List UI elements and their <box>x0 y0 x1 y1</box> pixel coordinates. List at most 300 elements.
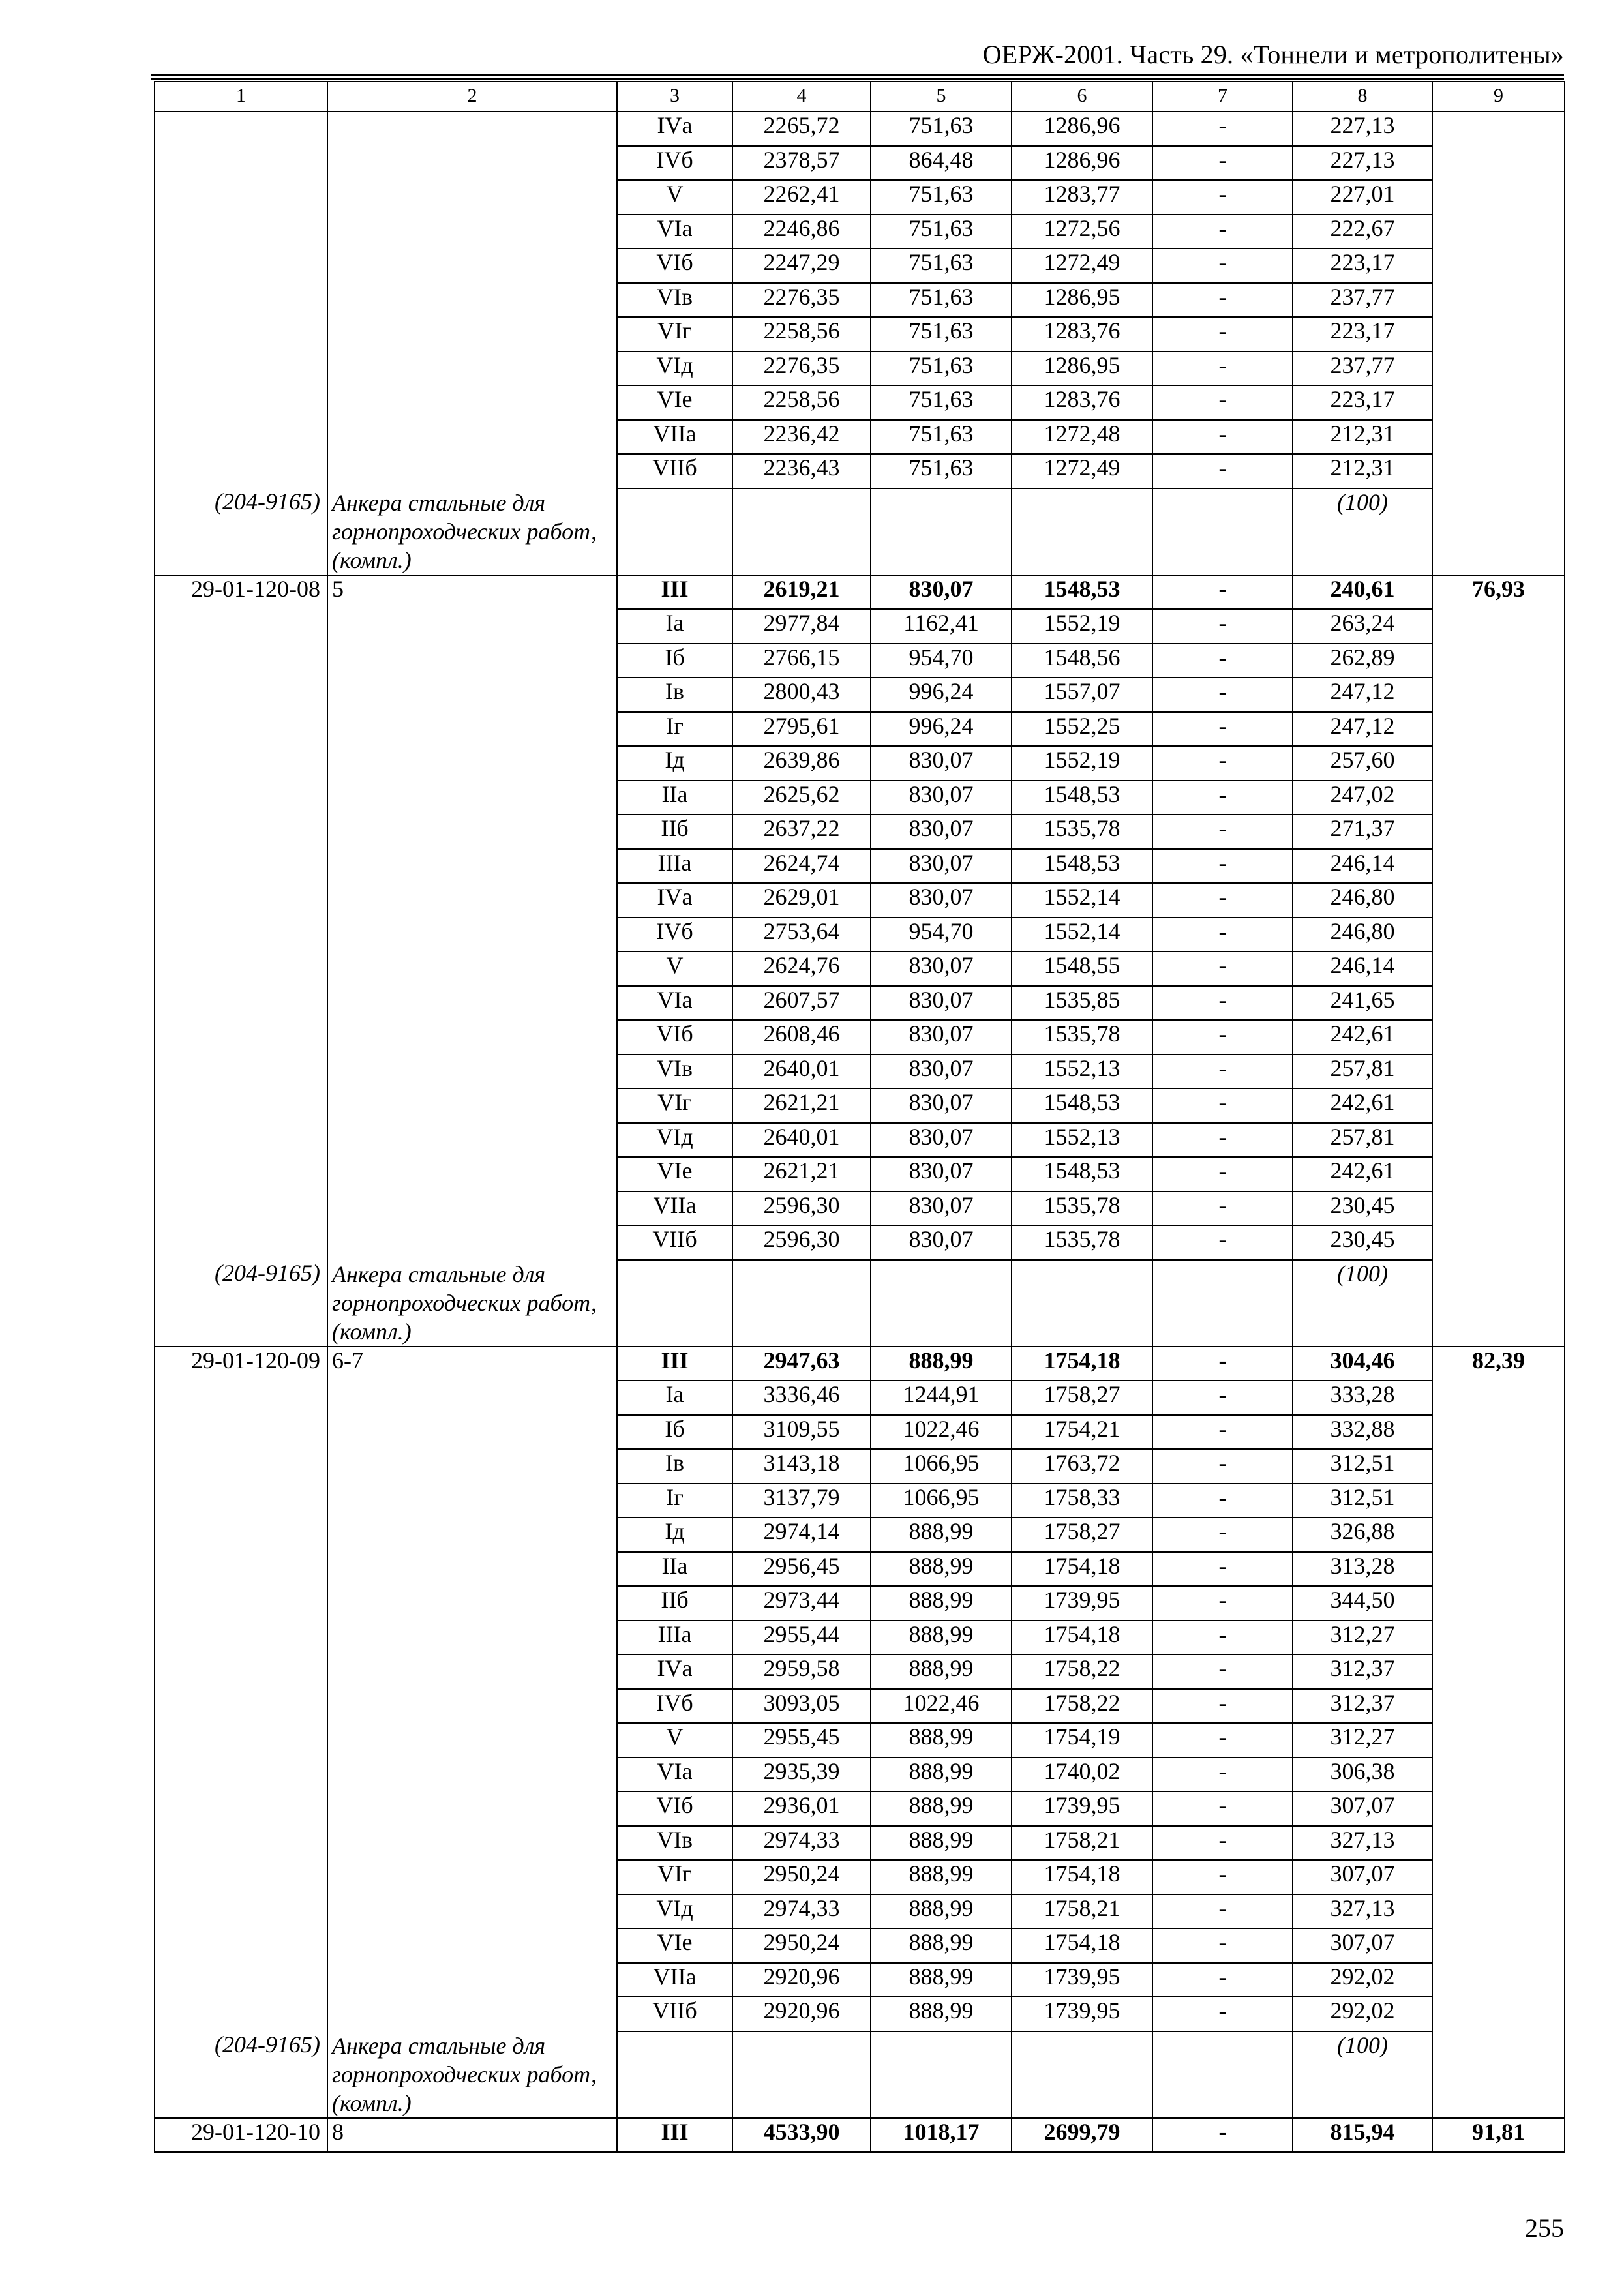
zone-row <box>155 1621 1565 1655</box>
materials-cell: 312,37 <box>1293 1654 1432 1689</box>
machine-cost-cell: 1758,21 <box>1012 1826 1152 1861</box>
materials-cell: 230,45 <box>1293 1191 1432 1226</box>
empty-cell <box>1432 883 1565 918</box>
materials-cell: 246,80 <box>1293 918 1432 952</box>
empty-cell <box>1432 1791 1565 1826</box>
materials-cell: 292,02 <box>1293 1963 1432 1997</box>
zone-cell: VIIб <box>617 1225 732 1260</box>
column-number: 3 <box>617 82 732 112</box>
machine-cost-cell: 1552,14 <box>1012 883 1152 918</box>
direct-cost-cell: 2800,43 <box>732 678 871 712</box>
empty-cell <box>155 918 327 952</box>
machine-cost-cell: 1286,95 <box>1012 352 1152 386</box>
machine-wages-cell: - <box>1152 385 1293 420</box>
wages-cell: 1022,46 <box>871 1415 1012 1450</box>
zone-cell: VIд <box>617 352 732 386</box>
direct-cost-cell: 2596,30 <box>732 1225 871 1260</box>
empty-cell <box>155 1055 327 1089</box>
rate-main-row <box>155 1347 1565 1381</box>
resource-name: Анкера стальные для горнопроходческих работ, (компл.) <box>327 488 617 575</box>
direct-cost-cell: 2977,84 <box>732 609 871 644</box>
zone-cell: VIв <box>617 1055 732 1089</box>
machine-wages-cell: - <box>1152 1055 1293 1089</box>
empty-cell <box>327 1860 617 1894</box>
direct-cost-cell: 2955,44 <box>732 1621 871 1655</box>
zone-cell: IIб <box>617 815 732 849</box>
materials-cell: 307,07 <box>1293 1860 1432 1894</box>
empty-cell <box>1432 1484 1565 1518</box>
direct-cost-cell: 2639,86 <box>732 746 871 781</box>
zone-cell: III <box>617 1347 732 1381</box>
wages-cell: 830,07 <box>871 1055 1012 1089</box>
direct-cost-cell: 3336,46 <box>732 1381 871 1415</box>
empty-cell <box>327 1381 617 1415</box>
empty-cell <box>1432 1552 1565 1587</box>
empty-cell <box>155 1758 327 1792</box>
machine-wages-cell: - <box>1152 1826 1293 1861</box>
machine-cost-cell: 1286,96 <box>1012 112 1152 146</box>
labor-hours-cell: 91,81 <box>1432 2118 1565 2153</box>
direct-cost-cell: 3109,55 <box>732 1415 871 1450</box>
zone-row <box>155 1225 1565 1260</box>
empty-cell <box>1432 1415 1565 1450</box>
wages-cell: 830,07 <box>871 849 1012 884</box>
column-number: 9 <box>1432 82 1565 112</box>
machine-cost-cell: 1283,76 <box>1012 385 1152 420</box>
machine-cost-cell: 1535,85 <box>1012 986 1152 1021</box>
wages-cell: 888,99 <box>871 1860 1012 1894</box>
zone-row <box>155 1654 1565 1689</box>
zone-cell: Iд <box>617 1518 732 1552</box>
empty-cell <box>155 1586 327 1621</box>
materials-cell: 332,88 <box>1293 1415 1432 1450</box>
price-table-body <box>155 82 1565 2152</box>
wages-cell: 888,99 <box>871 1997 1012 2031</box>
empty-cell <box>1432 678 1565 712</box>
empty-cell <box>1432 986 1565 1021</box>
empty-cell <box>155 1123 327 1158</box>
zone-cell: IVб <box>617 918 732 952</box>
machine-cost-cell: 1758,27 <box>1012 1518 1152 1552</box>
empty-cell <box>1432 1860 1565 1894</box>
empty-cell <box>155 609 327 644</box>
empty-cell <box>155 678 327 712</box>
materials-cell: 246,80 <box>1293 883 1432 918</box>
rate-main-row <box>155 575 1565 610</box>
empty-cell <box>327 883 617 918</box>
empty-cell <box>155 712 327 747</box>
rate-code: 29-01-120-08 <box>155 575 327 610</box>
wages-cell: 888,99 <box>871 1347 1012 1381</box>
zone-row <box>155 112 1565 146</box>
empty-cell <box>155 1415 327 1450</box>
page-number: 255 <box>1525 2213 1564 2243</box>
direct-cost-cell: 2236,42 <box>732 420 871 455</box>
empty-cell <box>1432 248 1565 283</box>
machine-wages-cell: - <box>1152 1860 1293 1894</box>
materials-cell: 246,14 <box>1293 951 1432 986</box>
empty-cell <box>327 1621 617 1655</box>
empty-cell <box>871 2031 1012 2118</box>
empty-cell <box>1432 317 1565 352</box>
zone-row <box>155 986 1565 1021</box>
zone-row <box>155 317 1565 352</box>
empty-cell <box>327 385 617 420</box>
empty-cell <box>1432 951 1565 986</box>
materials-cell: 247,12 <box>1293 712 1432 747</box>
empty-cell <box>155 1020 327 1055</box>
zone-row <box>155 146 1565 181</box>
zone-row <box>155 849 1565 884</box>
machine-cost-cell: 1548,53 <box>1012 781 1152 815</box>
empty-cell <box>327 951 617 986</box>
zone-cell: Iа <box>617 609 732 644</box>
materials-cell: 241,65 <box>1293 986 1432 1021</box>
zone-cell: III <box>617 2118 732 2153</box>
rate-code: 29-01-120-09 <box>155 1347 327 1381</box>
machine-cost-cell: 1548,53 <box>1012 1157 1152 1191</box>
zone-cell: VIб <box>617 248 732 283</box>
zone-cell: VIа <box>617 986 732 1021</box>
empty-cell <box>327 1484 617 1518</box>
empty-cell <box>327 1826 617 1861</box>
empty-cell <box>155 1723 327 1758</box>
machine-cost-cell: 1754,18 <box>1012 1347 1152 1381</box>
direct-cost-cell: 4533,90 <box>732 2118 871 2153</box>
zone-cell: Iг <box>617 1484 732 1518</box>
machine-wages-cell: - <box>1152 951 1293 986</box>
machine-cost-cell: 1548,53 <box>1012 1088 1152 1123</box>
machine-wages-cell: - <box>1152 1894 1293 1929</box>
machine-wages-cell: - <box>1152 1415 1293 1450</box>
empty-cell <box>327 180 617 215</box>
direct-cost-cell: 3143,18 <box>732 1449 871 1484</box>
empty-cell <box>327 609 617 644</box>
direct-cost-cell: 2265,72 <box>732 112 871 146</box>
machine-cost-cell: 1286,96 <box>1012 146 1152 181</box>
empty-cell <box>327 1191 617 1226</box>
machine-cost-cell: 1548,55 <box>1012 951 1152 986</box>
materials-cell: 307,07 <box>1293 1791 1432 1826</box>
zone-cell: IIа <box>617 1552 732 1587</box>
wages-cell: 996,24 <box>871 712 1012 747</box>
direct-cost-cell: 2795,61 <box>732 712 871 747</box>
empty-cell <box>155 317 327 352</box>
rate-label: 8 <box>327 2118 617 2153</box>
zone-cell: VIг <box>617 1860 732 1894</box>
wages-cell: 830,07 <box>871 1020 1012 1055</box>
direct-cost-cell: 2236,43 <box>732 454 871 488</box>
wages-cell: 751,63 <box>871 352 1012 386</box>
zone-row <box>155 712 1565 747</box>
machine-cost-cell: 1754,18 <box>1012 1621 1152 1655</box>
zone-row <box>155 1449 1565 1484</box>
empty-cell <box>327 1157 617 1191</box>
zone-row <box>155 1381 1565 1415</box>
empty-cell <box>1012 1260 1152 1347</box>
empty-cell <box>155 1088 327 1123</box>
empty-cell <box>155 986 327 1021</box>
machine-cost-cell: 1535,78 <box>1012 1225 1152 1260</box>
materials-cell: 306,38 <box>1293 1758 1432 1792</box>
empty-cell <box>1432 918 1565 952</box>
machine-cost-cell: 1739,95 <box>1012 1791 1152 1826</box>
direct-cost-cell: 2619,21 <box>732 575 871 610</box>
direct-cost-cell: 2950,24 <box>732 1928 871 1963</box>
empty-cell <box>327 918 617 952</box>
empty-cell <box>1432 1260 1565 1347</box>
wages-cell: 830,07 <box>871 986 1012 1021</box>
direct-cost-cell: 2935,39 <box>732 1758 871 1792</box>
empty-cell <box>1432 1191 1565 1226</box>
empty-cell <box>732 2031 871 2118</box>
materials-cell: 304,46 <box>1293 1347 1432 1381</box>
wages-cell: 751,63 <box>871 420 1012 455</box>
wages-cell: 1066,95 <box>871 1484 1012 1518</box>
machine-wages-cell: - <box>1152 352 1293 386</box>
machine-wages-cell: - <box>1152 1225 1293 1260</box>
empty-cell <box>155 1860 327 1894</box>
empty-cell <box>327 283 617 318</box>
empty-cell <box>155 1552 327 1587</box>
wages-cell: 830,07 <box>871 1191 1012 1226</box>
machine-wages-cell: - <box>1152 248 1293 283</box>
machine-wages-cell: - <box>1152 1654 1293 1689</box>
empty-cell <box>1432 609 1565 644</box>
empty-cell <box>155 454 327 488</box>
machine-wages-cell: - <box>1152 1552 1293 1587</box>
machine-wages-cell: - <box>1152 678 1293 712</box>
machine-cost-cell: 1272,49 <box>1012 248 1152 283</box>
empty-cell <box>1432 283 1565 318</box>
direct-cost-cell: 2624,74 <box>732 849 871 884</box>
wages-cell: 888,99 <box>871 1654 1012 1689</box>
machine-wages-cell: - <box>1152 609 1293 644</box>
direct-cost-cell: 2950,24 <box>732 1860 871 1894</box>
zone-cell: V <box>617 180 732 215</box>
machine-wages-cell: - <box>1152 1586 1293 1621</box>
machine-wages-cell: - <box>1152 746 1293 781</box>
wages-cell: 954,70 <box>871 918 1012 952</box>
direct-cost-cell: 3093,05 <box>732 1689 871 1724</box>
machine-cost-cell: 1758,27 <box>1012 1381 1152 1415</box>
empty-cell <box>155 1449 327 1484</box>
header-rule-thin <box>151 78 1564 80</box>
direct-cost-cell: 2276,35 <box>732 283 871 318</box>
zone-row <box>155 1586 1565 1621</box>
zone-cell: Iв <box>617 678 732 712</box>
empty-cell <box>155 1157 327 1191</box>
direct-cost-cell: 2262,41 <box>732 180 871 215</box>
materials-cell: 212,31 <box>1293 454 1432 488</box>
materials-cell: 240,61 <box>1293 575 1432 610</box>
zone-row <box>155 1928 1565 1963</box>
machine-wages-cell: - <box>1152 420 1293 455</box>
empty-cell <box>1432 352 1565 386</box>
materials-cell: 307,07 <box>1293 1928 1432 1963</box>
machine-wages-cell: - <box>1152 454 1293 488</box>
wages-cell: 864,48 <box>871 146 1012 181</box>
direct-cost-cell: 2973,44 <box>732 1586 871 1621</box>
direct-cost-cell: 2621,21 <box>732 1088 871 1123</box>
zone-row <box>155 1894 1565 1929</box>
rate-main-row <box>155 2118 1565 2153</box>
empty-cell <box>155 420 327 455</box>
wages-cell: 1244,91 <box>871 1381 1012 1415</box>
zone-row <box>155 385 1565 420</box>
wages-cell: 830,07 <box>871 1123 1012 1158</box>
empty-cell <box>327 248 617 283</box>
wages-cell: 830,07 <box>871 1157 1012 1191</box>
direct-cost-cell: 2637,22 <box>732 815 871 849</box>
empty-cell <box>155 1894 327 1929</box>
zone-cell: IIа <box>617 781 732 815</box>
materials-cell: 271,37 <box>1293 815 1432 849</box>
machine-cost-cell: 1552,13 <box>1012 1055 1152 1089</box>
empty-cell <box>1432 1020 1565 1055</box>
empty-cell <box>327 215 617 249</box>
machine-wages-cell: - <box>1152 1621 1293 1655</box>
materials-cell: 312,51 <box>1293 1449 1432 1484</box>
machine-cost-cell: 1272,49 <box>1012 454 1152 488</box>
materials-cell: 312,51 <box>1293 1484 1432 1518</box>
materials-cell: 312,27 <box>1293 1621 1432 1655</box>
wages-cell: 888,99 <box>871 1758 1012 1792</box>
materials-cell: 237,77 <box>1293 283 1432 318</box>
zone-row <box>155 951 1565 986</box>
zone-row <box>155 883 1565 918</box>
machine-cost-cell: 1283,77 <box>1012 180 1152 215</box>
zone-cell: VIIа <box>617 1963 732 1997</box>
zone-cell: VIе <box>617 385 732 420</box>
zone-row <box>155 781 1565 815</box>
empty-cell <box>327 1415 617 1450</box>
empty-cell <box>1432 1928 1565 1963</box>
wages-cell: 888,99 <box>871 1518 1012 1552</box>
materials-cell: 223,17 <box>1293 248 1432 283</box>
zone-row <box>155 1415 1565 1450</box>
empty-cell <box>155 385 327 420</box>
empty-cell <box>1432 1963 1565 1997</box>
machine-cost-cell: 1739,95 <box>1012 1963 1152 1997</box>
zone-row <box>155 746 1565 781</box>
empty-cell <box>327 986 617 1021</box>
wages-cell: 996,24 <box>871 678 1012 712</box>
wages-cell: 888,99 <box>871 1586 1012 1621</box>
wages-cell: 830,07 <box>871 951 1012 986</box>
zone-cell: VIIа <box>617 1191 732 1226</box>
direct-cost-cell: 2247,29 <box>732 248 871 283</box>
empty-cell <box>155 849 327 884</box>
column-number: 4 <box>732 82 871 112</box>
empty-cell <box>155 1963 327 1997</box>
materials-cell: 227,01 <box>1293 180 1432 215</box>
empty-cell <box>1432 180 1565 215</box>
wages-cell: 888,99 <box>871 1791 1012 1826</box>
machine-wages-cell: - <box>1152 1123 1293 1158</box>
direct-cost-cell: 2974,33 <box>732 1894 871 1929</box>
zone-cell: VIе <box>617 1928 732 1963</box>
empty-cell <box>1432 1381 1565 1415</box>
machine-cost-cell: 1552,13 <box>1012 1123 1152 1158</box>
wages-cell: 830,07 <box>871 781 1012 815</box>
resource-code: (204-9165) <box>155 2031 327 2118</box>
wages-cell: 1022,46 <box>871 1689 1012 1724</box>
machine-cost-cell: 1754,18 <box>1012 1928 1152 1963</box>
zone-row <box>155 1020 1565 1055</box>
zone-row <box>155 644 1565 678</box>
zone-row <box>155 1191 1565 1226</box>
empty-cell <box>1432 1088 1565 1123</box>
materials-cell: 227,13 <box>1293 146 1432 181</box>
empty-cell <box>1432 781 1565 815</box>
wages-cell: 751,63 <box>871 215 1012 249</box>
wages-cell: 830,07 <box>871 883 1012 918</box>
empty-cell <box>327 112 617 146</box>
wages-cell: 830,07 <box>871 1225 1012 1260</box>
machine-wages-cell: - <box>1152 1689 1293 1724</box>
machine-cost-cell: 1754,21 <box>1012 1415 1152 1450</box>
empty-cell <box>155 1791 327 1826</box>
resource-row <box>155 1260 1565 1347</box>
materials-cell: 327,13 <box>1293 1894 1432 1929</box>
empty-cell <box>1432 1518 1565 1552</box>
empty-cell <box>1432 1689 1565 1724</box>
empty-cell <box>155 146 327 181</box>
empty-cell <box>155 1381 327 1415</box>
empty-cell <box>1432 1621 1565 1655</box>
wages-cell: 888,99 <box>871 1826 1012 1861</box>
direct-cost-cell: 2920,96 <box>732 1997 871 2031</box>
zone-cell: IIб <box>617 1586 732 1621</box>
zone-row <box>155 1552 1565 1587</box>
direct-cost-cell: 2624,76 <box>732 951 871 986</box>
zone-cell: Iб <box>617 1415 732 1450</box>
machine-cost-cell: 1740,02 <box>1012 1758 1152 1792</box>
direct-cost-cell: 2640,01 <box>732 1123 871 1158</box>
wages-cell: 830,07 <box>871 1088 1012 1123</box>
empty-cell <box>1432 215 1565 249</box>
machine-cost-cell: 1272,48 <box>1012 420 1152 455</box>
empty-cell <box>327 1586 617 1621</box>
column-number: 2 <box>327 82 617 112</box>
materials-cell: 333,28 <box>1293 1381 1432 1415</box>
column-number: 6 <box>1012 82 1152 112</box>
column-number: 8 <box>1293 82 1432 112</box>
zone-row <box>155 454 1565 488</box>
zone-row <box>155 248 1565 283</box>
materials-cell: 247,02 <box>1293 781 1432 815</box>
machine-cost-cell: 1535,78 <box>1012 1191 1152 1226</box>
empty-cell <box>155 215 327 249</box>
column-number: 1 <box>155 82 327 112</box>
empty-cell <box>327 712 617 747</box>
materials-cell: 292,02 <box>1293 1997 1432 2031</box>
zone-row <box>155 1723 1565 1758</box>
empty-cell <box>732 1260 871 1347</box>
empty-cell <box>327 644 617 678</box>
empty-cell <box>1432 746 1565 781</box>
empty-cell <box>327 1928 617 1963</box>
machine-wages-cell: - <box>1152 1518 1293 1552</box>
machine-wages-cell: - <box>1152 883 1293 918</box>
empty-cell <box>155 1621 327 1655</box>
direct-cost-cell: 2608,46 <box>732 1020 871 1055</box>
materials-cell: 227,13 <box>1293 112 1432 146</box>
empty-cell <box>327 1020 617 1055</box>
zone-row <box>155 1997 1565 2031</box>
empty-cell <box>327 815 617 849</box>
